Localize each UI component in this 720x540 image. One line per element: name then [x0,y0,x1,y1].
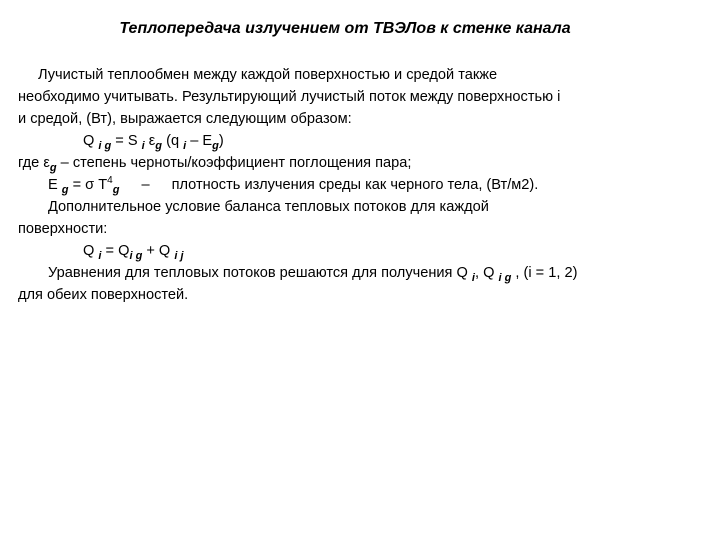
text-run: плотность излучения среды как черного тела, (Вт/м2). [171,177,539,193]
eq-symbol: = Q [101,243,130,259]
text-run: и средой, (Вт), выражается следующим образом: [18,111,352,127]
paragraph-line [18,284,708,306]
eq-symbol: (q [162,133,184,149]
equation-balance [18,240,708,262]
text-run: поверхности: [18,221,108,237]
eq-subscript: g [61,184,69,196]
eq-subscript: g [112,184,120,196]
eq-subscript: i g [129,250,143,262]
text-run: где [18,155,44,171]
eq-symbol: + Q [142,243,175,259]
eq-subscript: i j [174,250,184,262]
slide-title: Теплопередача излучением от ТВЭЛов к стенке канала [119,20,571,37]
equation-heat-flux [18,130,708,152]
paragraph-line [18,108,708,130]
text-run: , (i = 1, 2) [511,265,578,281]
eq-subscript: i [98,250,102,262]
eq-symbol: E [48,177,62,193]
text-run: , Q [474,265,499,281]
paragraph-line [18,64,708,86]
eq-subscript: g [212,140,219,152]
text-run: Лучистый теплообмен между каждой поверхностью и средой также [38,67,498,83]
eq-symbol: ε [144,133,156,149]
text-run: необходимо учитывать. Результирующий лучистый поток между поверхностью i [18,89,561,105]
slide-body [18,64,708,306]
text-run: Дополнительное условие баланса тепловых потоков для каждой [48,199,489,215]
paragraph-line [18,86,708,108]
eq-symbol: ) [218,133,224,149]
definition-line [18,174,708,196]
eq-symbol: – E [186,133,213,149]
eq-symbol: = S [111,133,142,149]
definition-line [18,152,708,174]
paragraph-line [18,218,708,240]
text-run: Уравнения для тепловых потоков решаются для получения Q [48,265,472,281]
eq-symbol: = σ T [68,177,108,193]
eq-subscript: i [183,140,187,152]
eq-subscript: i g [98,140,112,152]
eq-superscript: 4 [107,175,113,186]
eq-symbol: Q [83,133,99,149]
eq-subscript: i [141,140,145,152]
eq-symbol: Q [83,243,99,259]
eq-subscript: i [471,272,475,284]
text-run: – степень черноты/коэффициент поглощения пара; [56,155,412,171]
paragraph-line [18,262,708,284]
eq-subscript: g [49,162,57,174]
eq-symbol: ε [43,155,50,171]
eq-symbol: – [141,177,150,193]
eq-subscript: i g [498,272,512,284]
paragraph-line [18,196,708,218]
text-run: для обеих поверхностей. [18,287,189,303]
eq-subscript: g [155,140,163,152]
